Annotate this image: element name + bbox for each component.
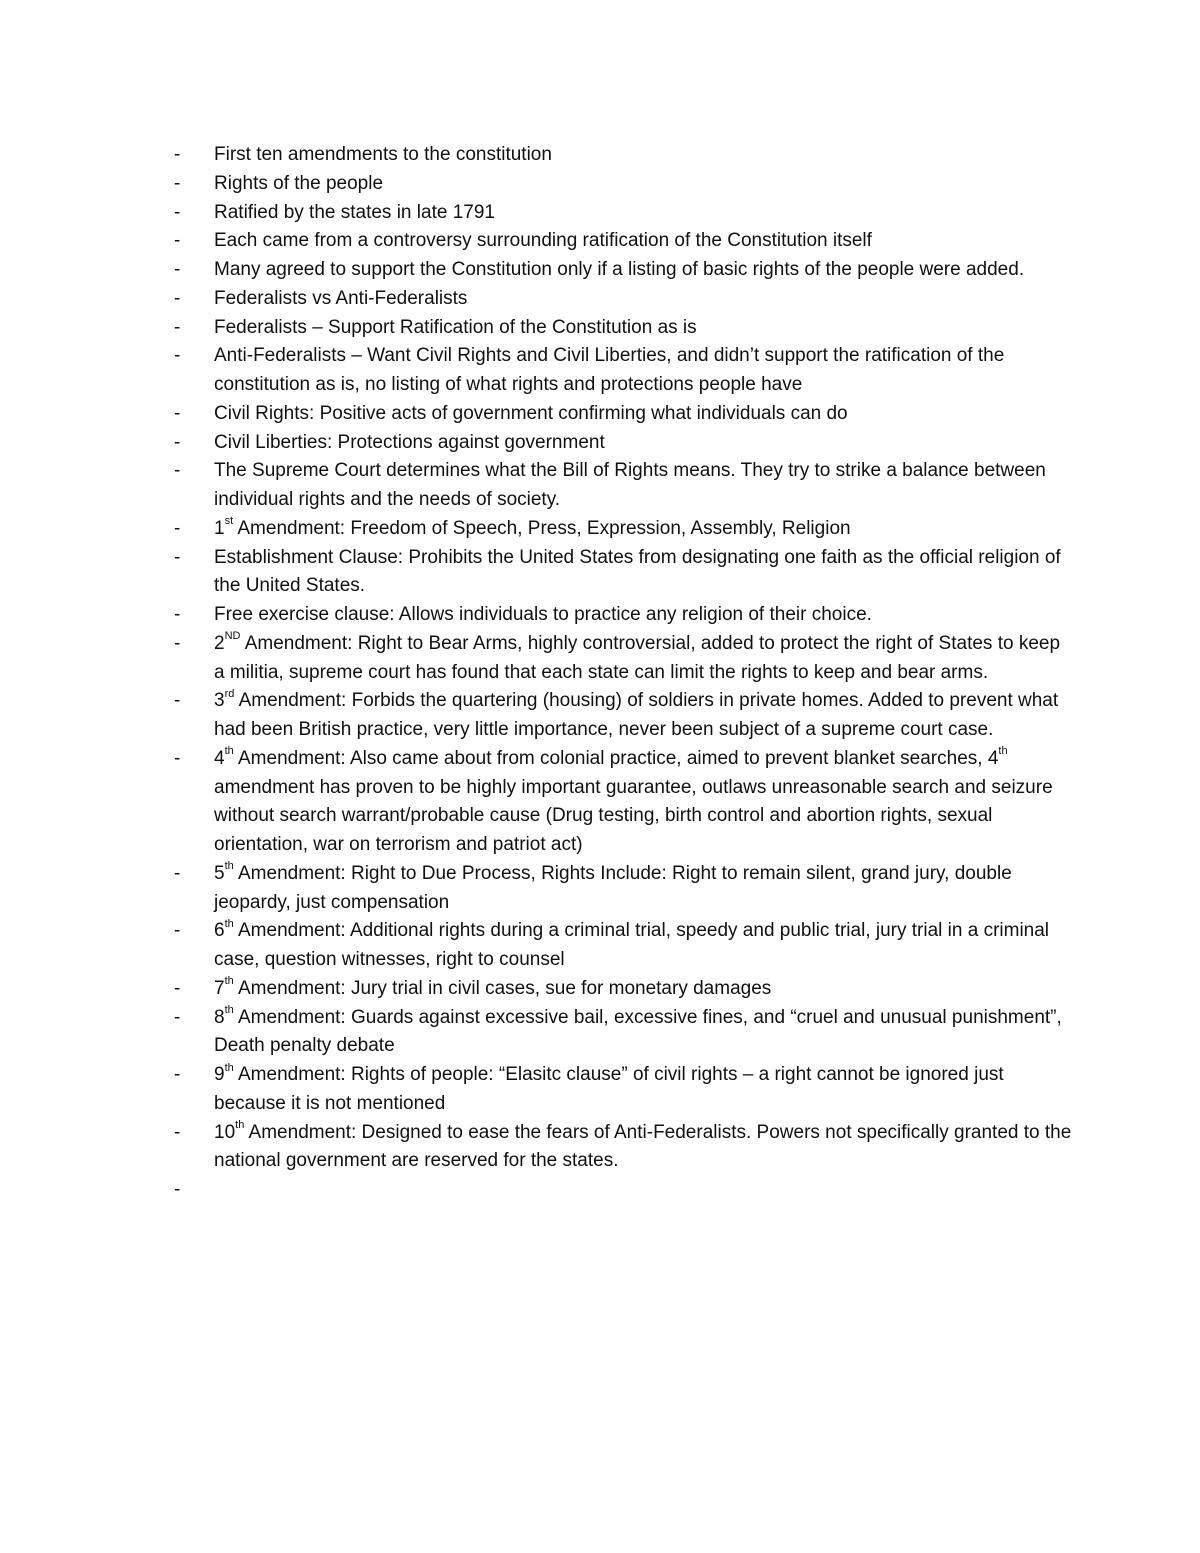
text-segment: Establishment Clause: Prohibits the United States from designating one faith as the official religion of the United States. bbox=[214, 546, 1061, 597]
text-segment: Amendment: Additional rights during a criminal trial, speedy and public trial, jury trial in a criminal case, question witnesses, right to counsel bbox=[214, 920, 1050, 970]
list-item bbox=[172, 975, 1072, 1004]
list-item-text bbox=[214, 601, 1072, 630]
list-item bbox=[172, 630, 1072, 688]
list-item bbox=[172, 1176, 1072, 1205]
list-item-text bbox=[214, 199, 1072, 228]
list-item-text bbox=[214, 745, 1072, 860]
ordinal-suffix: th bbox=[224, 1004, 234, 1017]
list-item bbox=[172, 170, 1072, 199]
list-item-text bbox=[214, 1004, 1072, 1062]
list-item-text bbox=[214, 400, 1072, 429]
text-segment: 9 bbox=[214, 1064, 225, 1085]
list-item bbox=[172, 285, 1072, 314]
list-item bbox=[172, 544, 1072, 602]
list-item-text bbox=[214, 975, 1072, 1004]
list-item-text bbox=[214, 1061, 1072, 1119]
list-item bbox=[172, 342, 1072, 400]
text-segment: Amendment: Forbids the quartering (housing) of soldiers in private homes. Added to prevent what had been British practice, very little importance, never been subject of a supreme court case. bbox=[214, 690, 1059, 740]
text-segment: 1 bbox=[214, 517, 225, 539]
bullet-dash: - bbox=[174, 402, 181, 424]
text-segment: The Supreme Court determines what the Bill of Rights means. They try to strike a balance between individual rights and the needs of society. bbox=[214, 460, 1046, 510]
bullet-dash: - bbox=[174, 1179, 181, 1200]
list-item bbox=[172, 860, 1072, 918]
bullet-dash: - bbox=[174, 345, 181, 367]
text-segment: 10 bbox=[214, 1121, 236, 1143]
bullet-dash: - bbox=[174, 632, 181, 654]
bullet-dash: - bbox=[174, 546, 181, 568]
list-item-text bbox=[214, 141, 1072, 170]
bullet-dash: - bbox=[174, 431, 181, 453]
text-segment: Amendment: Rights of people: “Elasitc clause” of civil rights – a right cannot be ignored just because it is not mentioned bbox=[214, 1064, 1004, 1114]
bullet-dash: - bbox=[174, 920, 181, 942]
list-item-text bbox=[214, 285, 1072, 314]
bullet-dash: - bbox=[174, 517, 181, 539]
bullet-dash: - bbox=[174, 1121, 181, 1143]
bullet-dash: - bbox=[174, 690, 181, 712]
list-item bbox=[172, 1119, 1072, 1177]
text-segment: Ratified by the states in late 1791 bbox=[214, 201, 495, 223]
ordinal-suffix: rd bbox=[224, 687, 235, 700]
list-item-text bbox=[214, 860, 1072, 918]
list-item bbox=[172, 314, 1072, 343]
list-item-text bbox=[214, 457, 1072, 515]
text-segment: 7 bbox=[214, 977, 225, 999]
list-item-text bbox=[214, 227, 1072, 256]
text-segment: Amendment: Guards against excessive bail, excessive fines, and “cruel and unusual punishment”, Death penalty debate bbox=[214, 1006, 1062, 1057]
bullet-dash: - bbox=[174, 604, 181, 625]
list-item bbox=[172, 256, 1072, 285]
list-item-text bbox=[214, 687, 1072, 745]
text-segment: Amendment: Designed to ease the fears of Anti-Federalists. Powers not specifically granted to the national government are reserved for the states. bbox=[214, 1121, 1072, 1172]
list-item-text bbox=[214, 917, 1072, 975]
list-item bbox=[172, 745, 1072, 860]
list-item bbox=[172, 227, 1072, 256]
text-segment: 6 bbox=[214, 920, 225, 942]
bullet-dash: - bbox=[174, 460, 181, 482]
bullet-dash: - bbox=[174, 259, 181, 280]
text-segment: Civil Liberties: Protections against government bbox=[214, 431, 605, 453]
text-segment: Amendment: Freedom of Speech, Press, Expression, Assembly, Religion bbox=[233, 517, 851, 539]
ordinal-suffix: th bbox=[224, 975, 234, 988]
list-item-text bbox=[214, 342, 1072, 400]
list-item-text bbox=[214, 256, 1072, 285]
list-item-text bbox=[214, 1119, 1072, 1177]
list-item-text bbox=[214, 170, 1072, 199]
bullet-dash: - bbox=[174, 316, 181, 338]
text-segment: Civil Rights: Positive acts of government confirming what individuals can do bbox=[214, 402, 848, 424]
list-item-text bbox=[214, 429, 1072, 458]
bullet-dash: - bbox=[174, 862, 181, 884]
list-item-text bbox=[214, 544, 1072, 602]
bullet-dash: - bbox=[174, 747, 181, 769]
bullet-dash: - bbox=[174, 172, 181, 194]
text-segment: Amendment: Also came about from colonial practice, aimed to prevent blanket searches, 4 bbox=[233, 747, 999, 769]
text-segment: 8 bbox=[214, 1006, 225, 1028]
list-item bbox=[172, 917, 1072, 975]
text-segment: Many agreed to support the Constitution only if a listing of basic rights of the people were added. bbox=[214, 259, 1025, 280]
text-segment: Free exercise clause: Allows individuals to practice any religion of their choice. bbox=[214, 604, 872, 625]
text-segment: 3 bbox=[214, 690, 225, 712]
bullet-dash: - bbox=[174, 230, 181, 252]
list-item bbox=[172, 687, 1072, 745]
bullet-dash: - bbox=[174, 287, 181, 309]
list-item-text bbox=[214, 314, 1072, 343]
ordinal-suffix: st bbox=[224, 515, 234, 528]
text-segment: Amendment: Right to Due Process, Rights Include: Right to remain silent, grand jury, double jeopardy, just compensation bbox=[214, 862, 1012, 913]
list-item bbox=[172, 429, 1072, 458]
ordinal-suffix: th bbox=[224, 745, 234, 758]
ordinal-suffix: ND bbox=[224, 630, 241, 643]
text-segment: Federalists – Support Ratification of the Constitution as is bbox=[214, 316, 697, 338]
list-item bbox=[172, 601, 1072, 630]
bullet-dash: - bbox=[174, 1064, 181, 1085]
bullet-dash: - bbox=[174, 144, 181, 165]
text-segment: Federalists vs Anti-Federalists bbox=[214, 287, 468, 309]
list-item-text bbox=[214, 630, 1072, 688]
list-item-text bbox=[214, 515, 1072, 544]
list-item bbox=[172, 1004, 1072, 1062]
text-segment: First ten amendments to the constitution bbox=[214, 144, 552, 165]
list-item bbox=[172, 400, 1072, 429]
text-segment: Each came from a controversy surrounding ratification of the Constitution itself bbox=[214, 230, 872, 252]
bullet-dash: - bbox=[174, 201, 181, 223]
bullet-dash: - bbox=[174, 977, 181, 999]
text-segment: Amendment: Right to Bear Arms, highly controversial, added to protect the right of States to keep a militia, supreme court has found that each state can limit the rights to keep and bear arms. bbox=[214, 632, 1061, 683]
text-segment: 5 bbox=[214, 862, 225, 884]
ordinal-suffix: th bbox=[224, 917, 234, 930]
ordinal-suffix: th bbox=[224, 860, 234, 873]
bullet-dash: - bbox=[174, 1006, 181, 1028]
list-item bbox=[172, 141, 1072, 170]
ordinal-suffix: th bbox=[998, 745, 1008, 758]
bullet-list bbox=[172, 141, 1072, 1205]
list-item bbox=[172, 199, 1072, 228]
ordinal-suffix: th bbox=[224, 1061, 234, 1074]
text-segment: Rights of the people bbox=[214, 172, 384, 194]
text-segment: amendment has proven to be highly important guarantee, outlaws unreasonable search and seizure without search warrant/probable cause (Drug testing, birth control and abortion rights, sexual orientation, war on terrorism and patriot act) bbox=[214, 776, 1053, 855]
text-segment: 2 bbox=[214, 632, 225, 654]
text-segment: Anti-Federalists – Want Civil Rights and Civil Liberties, and didn’t support the ratification of the constitution as is, no listing of what rights and protections people have bbox=[214, 345, 1005, 395]
list-item bbox=[172, 457, 1072, 515]
list-item bbox=[172, 515, 1072, 544]
ordinal-suffix: th bbox=[235, 1119, 245, 1132]
text-segment: Amendment: Jury trial in civil cases, sue for monetary damages bbox=[233, 977, 772, 999]
list-item bbox=[172, 1061, 1072, 1119]
text-segment: 4 bbox=[214, 747, 225, 769]
